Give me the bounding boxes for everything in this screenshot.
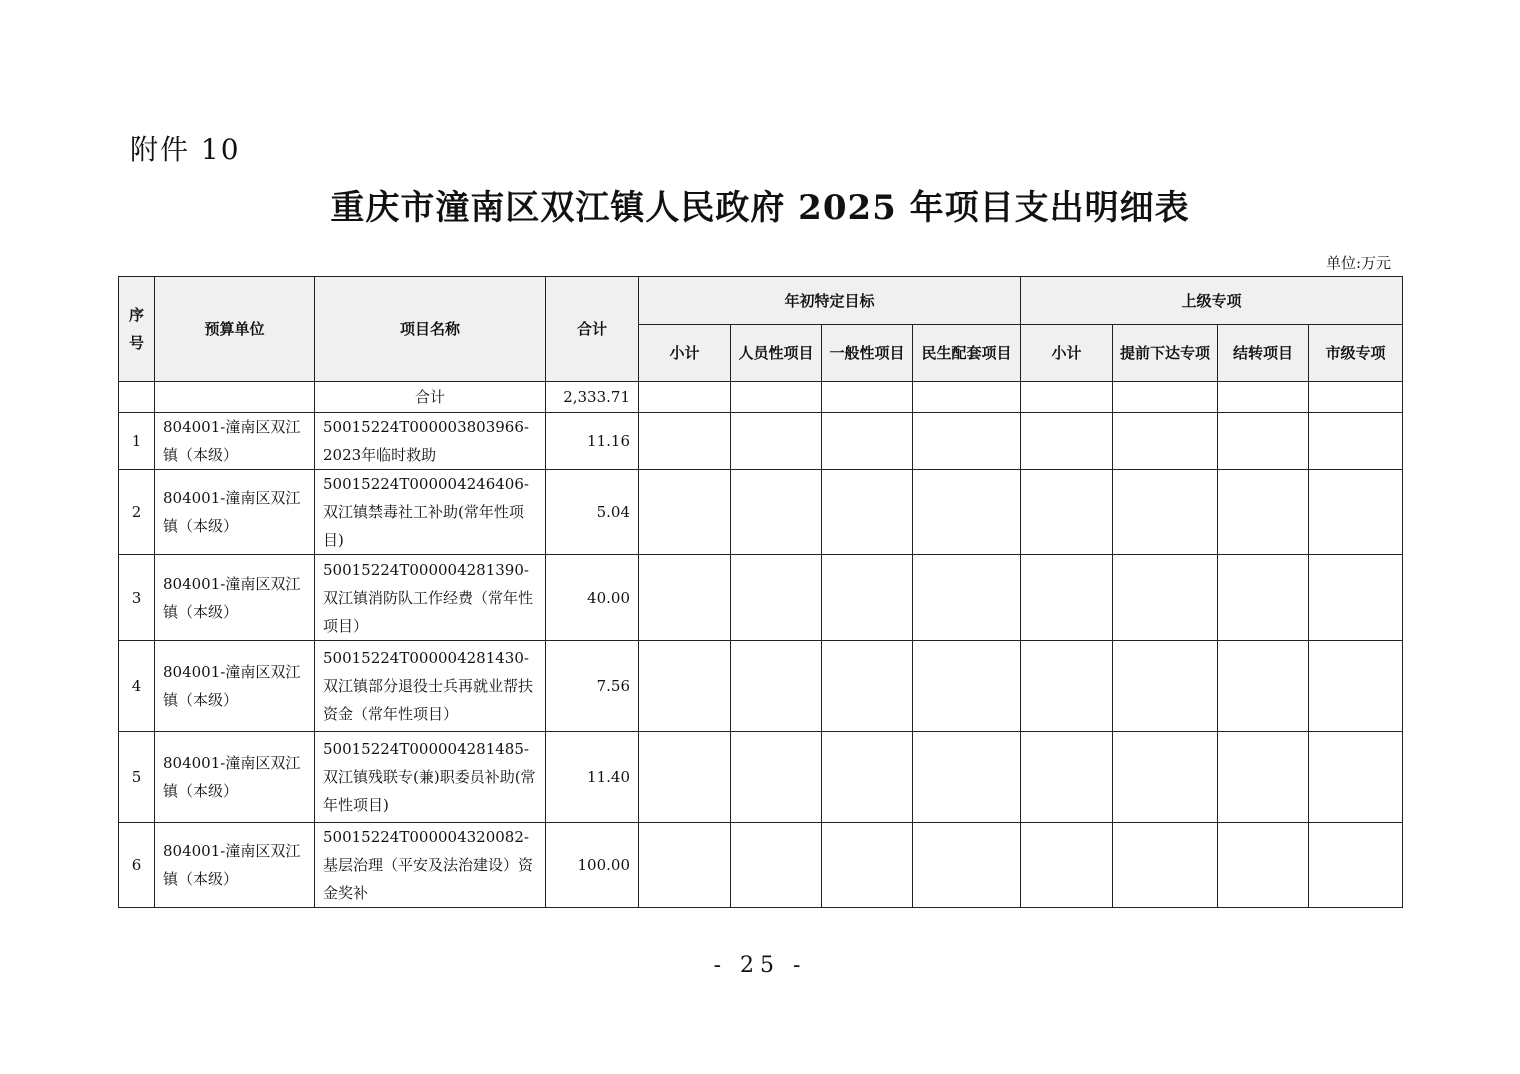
header-total: 合计 [546,277,639,382]
attachment-label: 附件 10 [130,133,241,166]
row-project: 50015224T000004281430-双江镇部分退役士兵再就业帮扶资金（常年性项目） [315,641,546,732]
header-initial-livelihood: 民生配套项目 [913,325,1021,382]
total-row [119,382,1403,413]
row-unit: 804001-潼南区双江镇（本级） [155,732,315,823]
total-row-value: 2,333.71 [546,382,639,413]
row-total: 40.00 [546,555,639,641]
total-row-label: 合计 [315,382,546,413]
row-project: 50015224T000004281485-双江镇残联专(兼)职委员补助(常年性项目) [315,732,546,823]
row-project: 50015224T000003803966-2023年临时救助 [315,413,546,470]
table-row [119,555,1403,641]
row-project: 50015224T000004281390-双江镇消防队工作经费（常年性项目） [315,555,546,641]
header-initial-general: 一般性项目 [822,325,913,382]
row-unit: 804001-潼南区双江镇（本级） [155,470,315,555]
row-seq: 3 [119,555,155,641]
header-initial-personnel: 人员性项目 [731,325,822,382]
row-total: 11.40 [546,732,639,823]
header-upper-carryover: 结转项目 [1218,325,1309,382]
page-title: 重庆市潼南区双江镇人民政府 2025 年项目支出明细表 [330,188,1190,228]
row-total: 7.56 [546,641,639,732]
header-initial-subtotal: 小计 [639,325,731,382]
row-seq: 6 [119,823,155,908]
row-unit: 804001-潼南区双江镇（本级） [155,641,315,732]
row-unit: 804001-潼南区双江镇（本级） [155,823,315,908]
page-number: - 25 - [713,953,807,978]
table-row [119,732,1403,823]
project-expenditure-table [118,276,1403,908]
row-seq: 2 [119,470,155,555]
header-seq: 序号 [119,277,155,382]
table-row [119,413,1403,470]
row-seq: 1 [119,413,155,470]
table-row [119,823,1403,908]
row-seq: 5 [119,732,155,823]
row-seq: 4 [119,641,155,732]
table-row [119,641,1403,732]
row-unit: 804001-潼南区双江镇（本级） [155,413,315,470]
unit-label: 单位:万元 [1325,254,1391,272]
row-project: 50015224T000004246406-双江镇禁毒社工补助(常年性项目) [315,470,546,555]
header-upper-advance: 提前下达专项 [1113,325,1218,382]
header-group-upper: 上级专项 [1021,277,1403,325]
row-total: 11.16 [546,413,639,470]
row-unit: 804001-潼南区双江镇（本级） [155,555,315,641]
header-upper-subtotal: 小计 [1021,325,1113,382]
header-project: 项目名称 [315,277,546,382]
row-total: 5.04 [546,470,639,555]
header-group-initial: 年初特定目标 [639,277,1021,325]
table-row [119,470,1403,555]
row-total: 100.00 [546,823,639,908]
header-unit: 预算单位 [155,277,315,382]
row-project: 50015224T000004320082-基层治理（平安及法治建设）资金奖补 [315,823,546,908]
header-upper-city: 市级专项 [1309,325,1403,382]
